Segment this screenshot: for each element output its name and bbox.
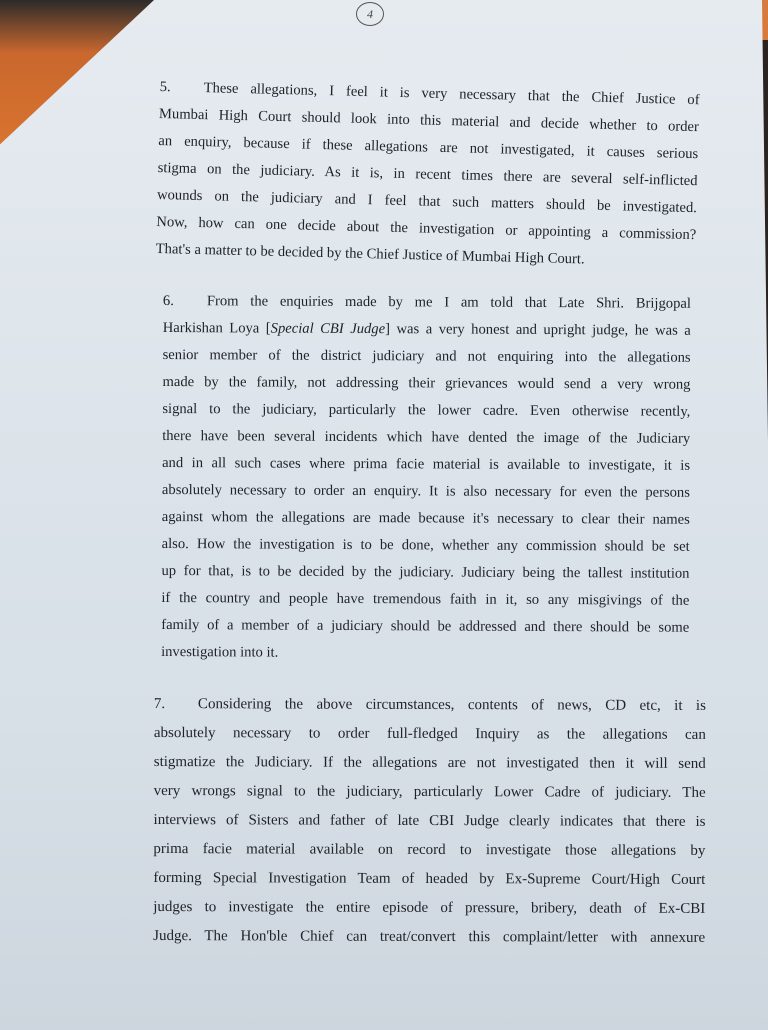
paragraph-line: Judge. The Hon'ble Chief can treat/convert this complaint/letter with annexure [153,927,706,946]
italic-designation: Special CBI Judge [270,320,386,338]
paragraph-line: judges to investigate the entire episode of pressure, bribery, death of Ex-CBI [153,898,706,917]
paragraph-line: wounds on the judiciary and I feel that such matters should be investigated. [156,186,698,217]
paragraph-line: very wrongs signal to the judiciary, particularly Lower Cadre of judiciary. The [153,782,706,801]
paragraph-line: 5. These allegations, I feel it is very necessary that the Chief Justice of [159,74,699,114]
paragraph-line: Mumbai High Court should look into this material and decide whether to order [158,105,700,136]
paragraph-line: Harkishan Loya [Special CBI Judge] was a very honest and upright judge, he was a [162,319,691,339]
paragraph-line: investigation into it. [161,643,279,661]
paragraph-line: made by the family, not addressing their grievances would send a very wrong [162,373,691,393]
paragraph-line: signal to the judiciary, particularly the lower cadre. Even otherwise recently, [162,400,691,420]
paragraph-line: against whom the allegations are made because it's necessary to clear their names [161,508,690,528]
paragraph-line: interviews of Sisters and father of late CBI Judge clearly indicates that there is [153,811,706,830]
paragraph-number: 6. [162,292,174,310]
paragraph-line: prima facie material available on record to investigate those allegations by [153,840,706,859]
paragraph-line: stigmatize the Judiciary. If the allegations are not investigated then it will send [153,753,706,772]
paragraph-line: Now, how can one decide about the investigation or appointing a commission? [156,213,697,244]
paragraph-line: family of a member of a judiciary should be addressed and there should be some [161,616,690,636]
paragraph-number: 5. [159,78,171,96]
paragraph-line: senior member of the district judiciary and not enquiring into the allegations [162,346,691,366]
paragraph-line: also. How the investigation is to be done, whether any commission should be set [161,535,690,555]
paragraph-line: absolutely necessary to order an enquiry. It is also necessary for even the persons [161,481,690,501]
paragraph-5 [155,74,699,276]
paragraph-line: That's a matter to be decided by the Chief Justice of Mumbai High Court. [155,240,585,268]
paragraph-number: 7. [153,695,166,713]
paragraph-line: if the country and people have tremendous faith in it, so any misgivings of the [161,589,690,609]
paragraph-line: an enquiry, because if these allegations are not investigated, it causes serious [158,132,699,163]
paragraph-line: 6. From the enquiries made by me I am told that Late Shri. Brijgopal [163,288,691,318]
paragraph-line: absolutely necessary to order full-fledged Inquiry as the allegations can [153,724,706,743]
paragraph-line: 7. Considering the above circumstances, contents of news, CD etc, it is [154,690,706,721]
page-number: 4 [356,2,384,26]
paragraph-6 [161,288,691,669]
paragraph-7 [153,690,706,953]
paragraph-line: stigma on the judiciary. As it is, in recent times there are several self-inflicted [157,159,698,190]
paragraph-line: and in all such cases where prima facie material is available to investigate, it is [162,454,691,474]
paragraph-line: up for that, is to be decided by the judiciary. Judiciary being the tallest institution [161,562,690,582]
paragraph-line: there have been several incidents which have dented the image of the Judiciary [162,427,691,447]
paragraph-line: forming Special Investigation Team of headed by Ex-Supreme Court/High Court [153,869,706,888]
